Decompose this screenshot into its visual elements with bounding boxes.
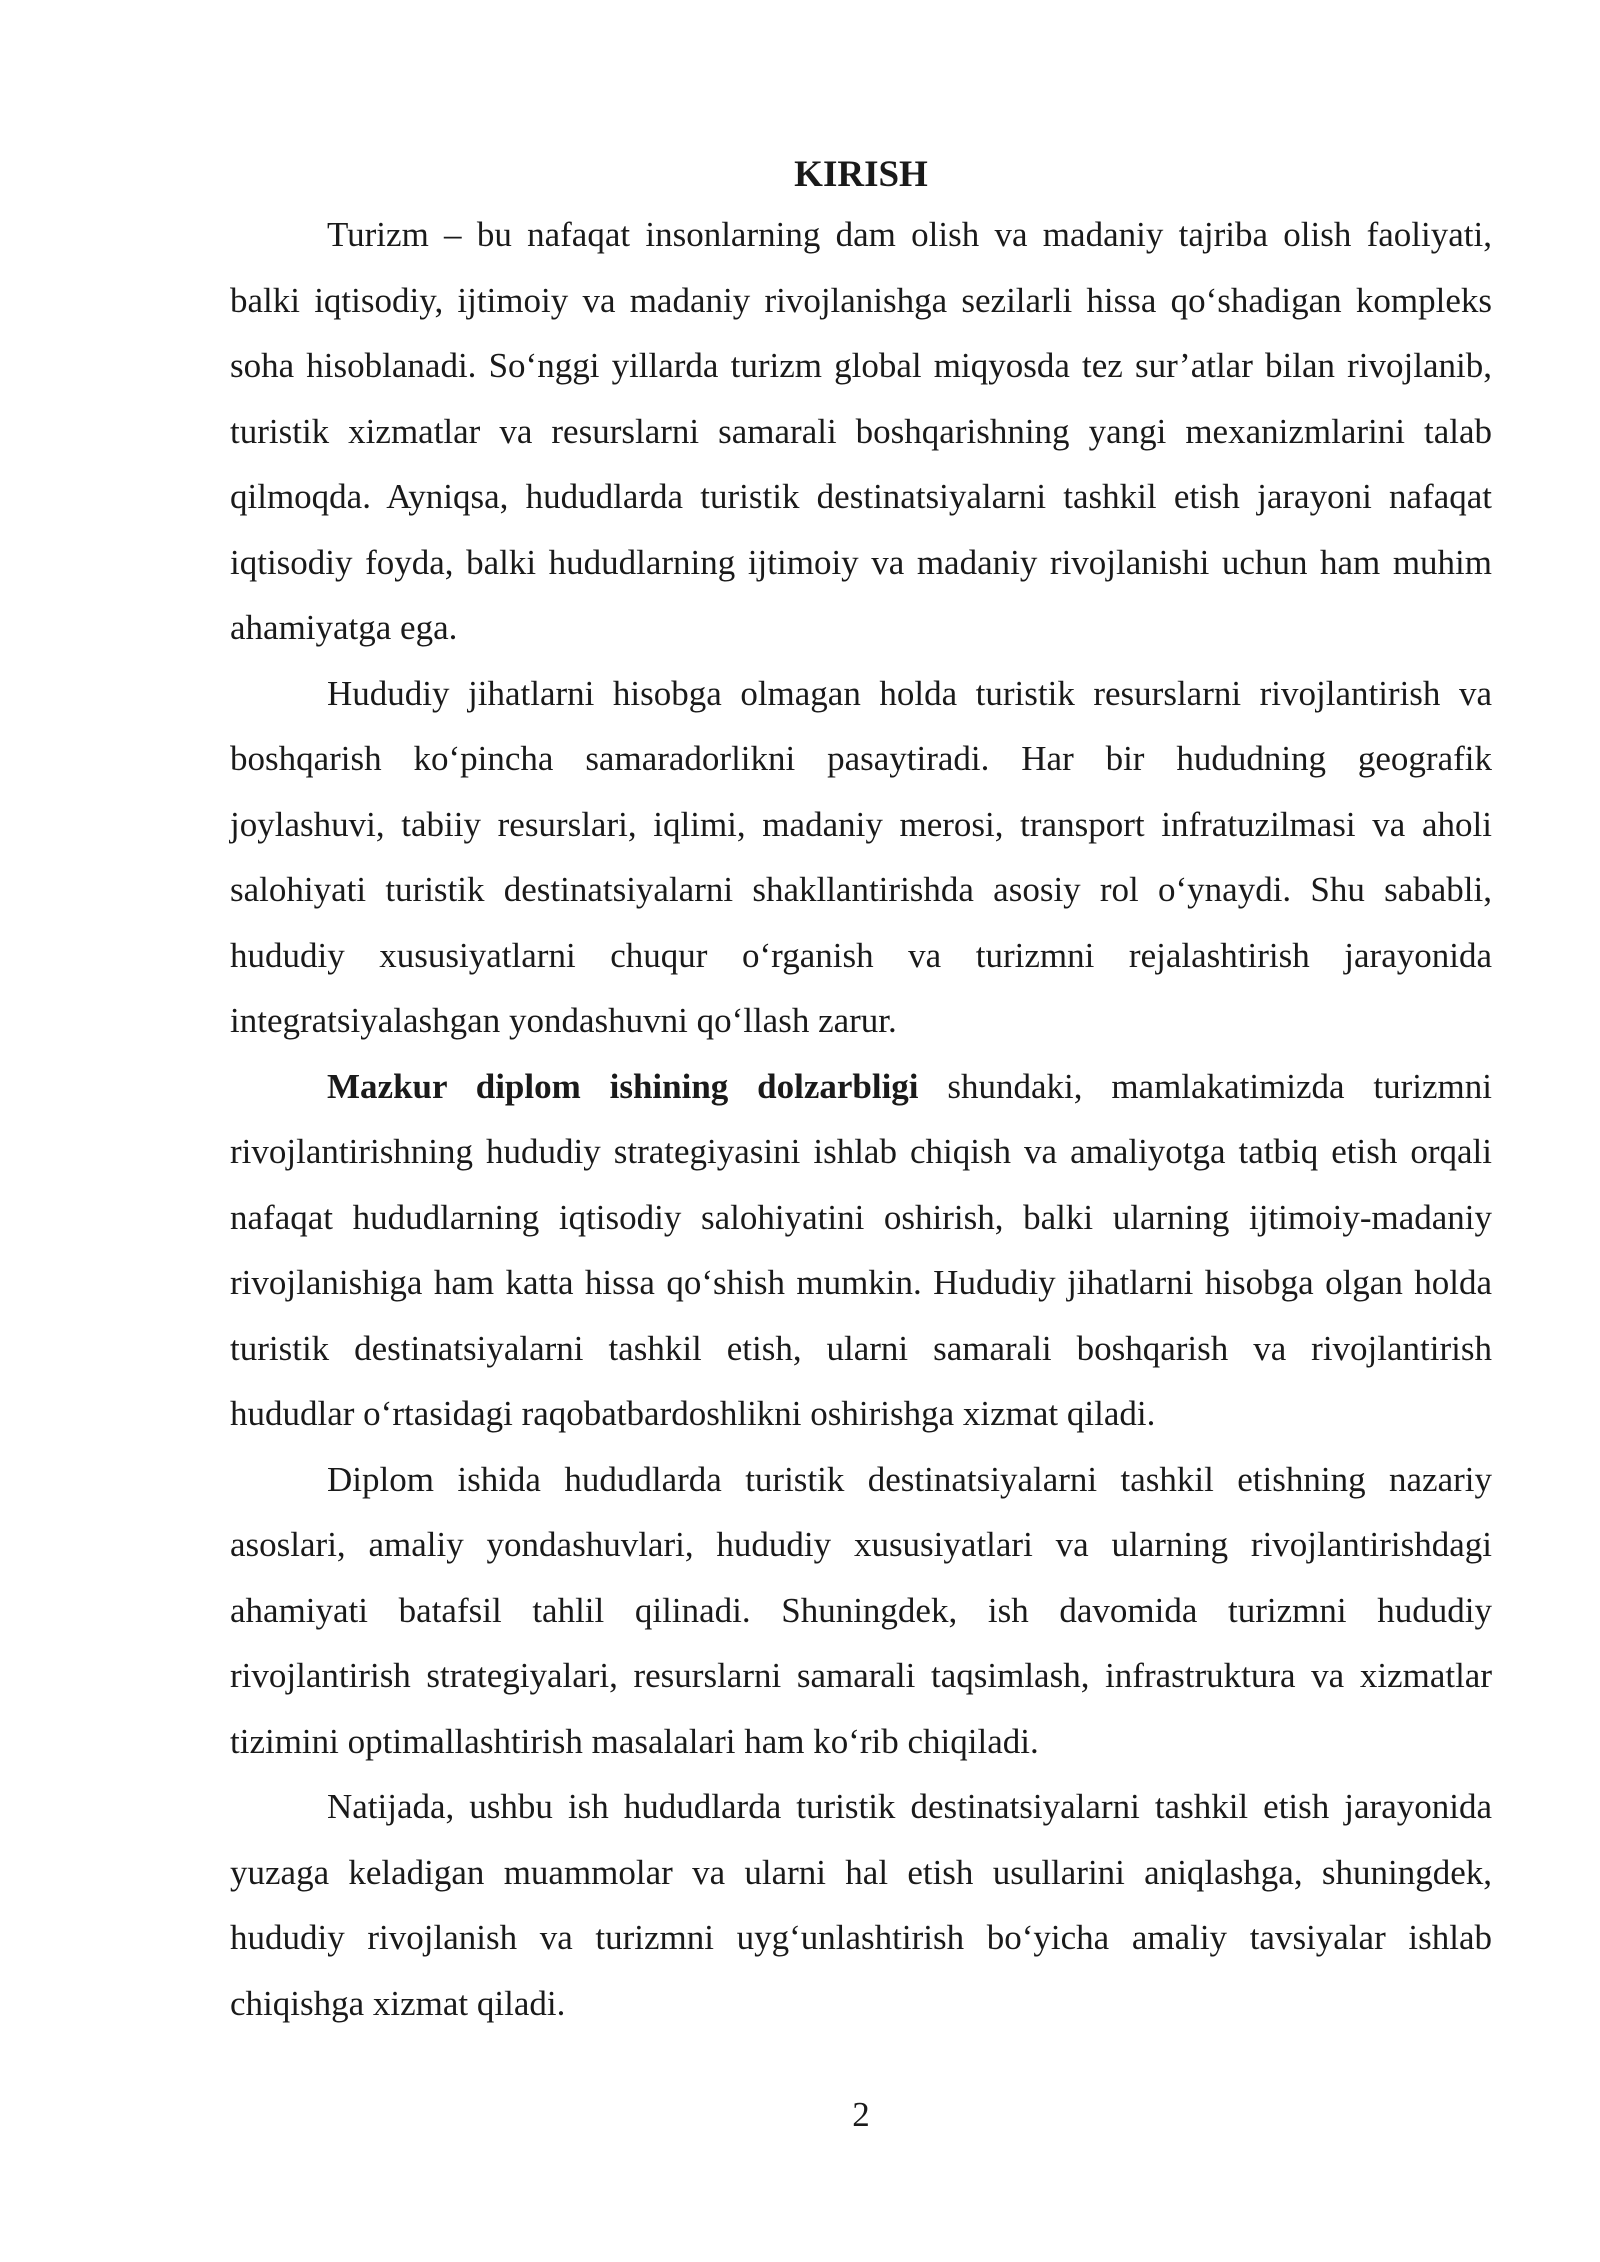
paragraph-3-text: shundaki, mamlakatimizda turizmni rivojlantirishning hududiy strategiyasini ishlab chiqish va amaliyotga tatbiq etish orqali nafaqat hududlarning iqtisodiy salohiyatini oshirish, balki ularning ijtimoiy-madaniy rivojlanishiga ham katta hissa qo‘shish mumkin. Hududiy jihatlarni hisobga olgan holda turistik destinatsiyalarni tashkil etish, ularni samarali boshqarish va rivojlantirish hududlar o‘rtasidagi raqobatbardoshlikni oshirishga xizmat qiladi. bbox=[230, 1066, 1492, 1433]
paragraph-2 bbox=[230, 661, 1492, 1054]
paragraph-2-text: Hududiy jihatlarni hisobga olmagan holda turistik resurslarni rivojlantirish va boshqarish ko‘pincha samaradorlikni pasaytiradi. Har bir hududning geografik joylashuvi, tabiiy resurslari, iqlimi, madaniy merosi, transport infratuzilmasi va aholi salohiyati turistik destinatsiyalarni shakllantirishda asosiy rol o‘ynaydi. Shu sababli, hududiy xususiyatlarni chuqur o‘rganish va turizmni rejalashtirish jarayonida integratsiyalashgan yondashuvni qo‘llash zarur. bbox=[230, 673, 1492, 1040]
document-body bbox=[230, 150, 1492, 2036]
paragraph-3-lead: Mazkur diplom ishining dolzarbligi bbox=[327, 1066, 919, 1106]
paragraph-5-text: Natijada, ushbu ish hududlarda turistik destinatsiyalarni tashkil etish jarayonida yuzaga keladigan muammolar va ularni hal etish usullarini aniqlashga, shuningdek, hududiy rivojlanish va turizmni uyg‘unlashtirish bo‘yicha amaliy tavsiyalar ishlab chiqishga xizmat qiladi. bbox=[230, 1787, 1492, 2023]
paragraph-5 bbox=[230, 1774, 1492, 2036]
paragraph-1-text: Turizm – bu nafaqat insonlarning dam olish va madaniy tajriba olish faoliyati, balki iqtisodiy, ijtimoiy va madaniy rivojlanishga sezilarli hissa qo‘shadigan kompleks soha hisoblanadi. So‘nggi yillarda turizm global miqyosda tez sur’atlar bilan rivojlanib, turistik xizmatlar va resurslarni samarali boshqarishning yangi mexanizmlarini talab qilmoqda. Ayniqsa, hududlarda turistik destinatsiyalarni tashkil etish jarayoni nafaqat iqtisodiy foyda, balki hududlarning ijtimoiy va madaniy rivojlanishi uchun ham muhim ahamiyatga ega. bbox=[230, 215, 1492, 647]
page-number: 2 bbox=[852, 2095, 870, 2134]
paragraph-4-text: Diplom ishida hududlarda turistik destinatsiyalarni tashkil etishning nazariy asoslari, amaliy yondashuvlari, hududiy xususiyatlari va ularning rivojlantirishdagi ahamiyati batafsil tahlil qilinadi. Shuningdek, ish davomida turizmni hududiy rivojlantirish strategiyalari, resurslarni samarali taqsimlash, infrastruktura va xizmatlar tizimini optimallashtirish masalalari ham ko‘rib chiqiladi. bbox=[230, 1459, 1492, 1761]
paragraph-1 bbox=[230, 202, 1492, 661]
paragraph-4 bbox=[230, 1447, 1492, 1775]
section-heading: KIRISH bbox=[794, 154, 928, 195]
paragraph-3 bbox=[230, 1054, 1492, 1447]
